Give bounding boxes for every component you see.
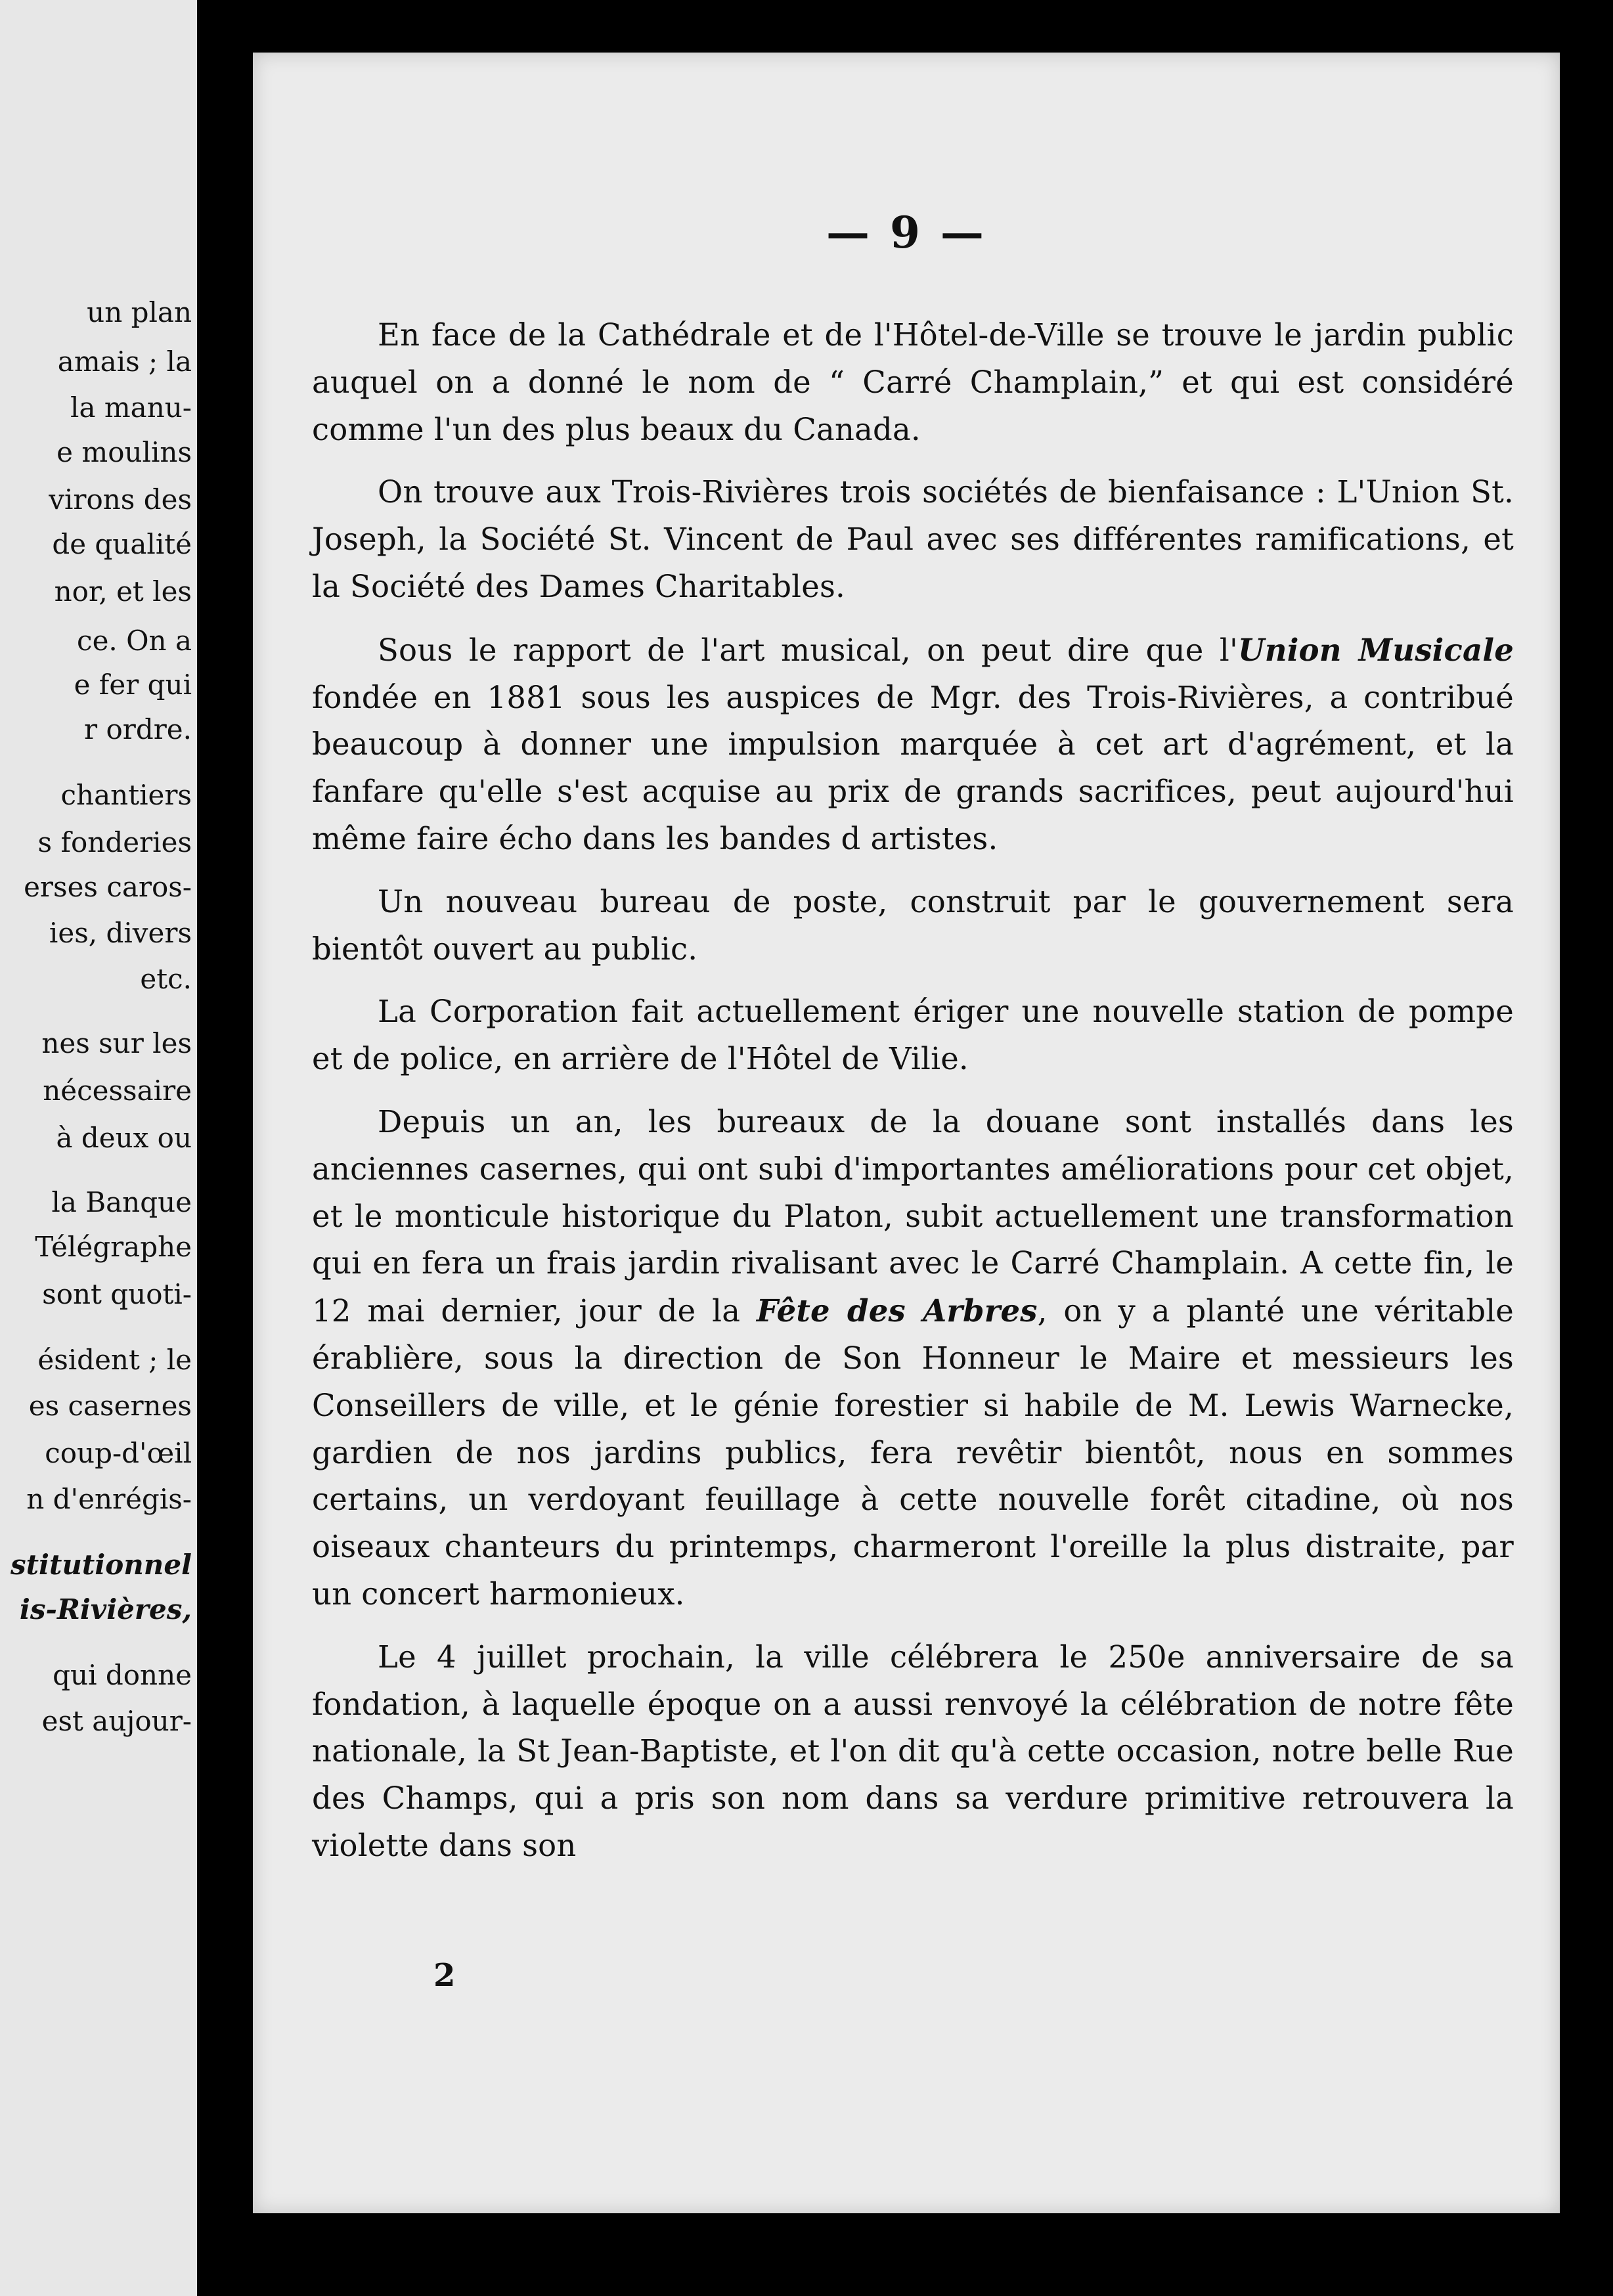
paragraph bbox=[312, 1099, 1514, 1618]
fragment-line: r ordre. bbox=[84, 713, 192, 745]
fragment-line: chantiers bbox=[60, 779, 192, 811]
text-segment: Le 4 juillet prochain, la ville célébrera le 250e anniversaire de sa fondation, à laquelle époque on a aussi renvoyé la célébration de notre fête nationale, la St Jean-Baptiste, et l'on dit qu'à cette occasion, notre belle Rue des Champs, qui a pris son nom dans sa verdure primitive retrouvera la violette dans son bbox=[312, 1639, 1514, 1863]
italic-segment: Fête des Arbres bbox=[756, 1292, 1038, 1329]
fragment-line: nor, et les bbox=[54, 575, 192, 607]
fragment-line: à deux ou bbox=[56, 1122, 192, 1154]
fragment-line: de qualité bbox=[52, 528, 192, 560]
fragment-line: s fonderies bbox=[37, 826, 192, 858]
fragment-line: un plan bbox=[87, 296, 192, 328]
page-number: — 9 — bbox=[826, 207, 986, 258]
fragment-line: ce. On a bbox=[77, 625, 192, 657]
fragment-line: la manu- bbox=[70, 391, 192, 424]
fragment-line: qui donne bbox=[53, 1659, 192, 1691]
signature-mark: 2 bbox=[433, 1957, 456, 1994]
text-segment: Sous le rapport de l'art musical, on peut dire que l' bbox=[378, 632, 1238, 668]
paragraph bbox=[312, 1634, 1514, 1870]
fragment-line: es casernes bbox=[28, 1390, 192, 1422]
paragraph bbox=[312, 988, 1514, 1083]
text-segment: Depuis un an, les bureaux de la douane sont installés dans les anciennes casernes, qui ont subi d'importantes améliorations pour cet objet, et le monticule historique du Platon, subit actuellement une transformation qui en fera un frais jardin rivalisant avec le Carré Champlain. A cette fin, le 12 mai dernier, jour de la bbox=[312, 1103, 1514, 1329]
fragment-line: etc. bbox=[140, 963, 192, 995]
fragment-line: la Banque bbox=[51, 1186, 192, 1218]
paragraph bbox=[312, 879, 1514, 973]
fragment-line: e moulins bbox=[56, 436, 192, 468]
book-page bbox=[253, 53, 1560, 2213]
fragment-line: ies, divers bbox=[49, 917, 192, 949]
body-text bbox=[312, 312, 1514, 1886]
fragment-line: e fer qui bbox=[74, 669, 192, 701]
text-segment: La Corporation fait actuellement ériger une nouvelle station de pompe et de police, en arrière de l'Hôtel de Vilie. bbox=[312, 994, 1514, 1077]
paragraph bbox=[312, 469, 1514, 610]
fragment-line: nécessaire bbox=[43, 1074, 192, 1107]
fragment-line: coup-d'œil bbox=[45, 1437, 192, 1469]
fragment-line: stitutionnel bbox=[10, 1549, 192, 1581]
text-segment: , on y a planté une véritable érablière, sous la direction de Son Honneur le Maire et messieurs les Conseillers de ville, et le génie forestier si habile de M. Lewis Warnecke, gardien de nos jardins publics, fera revêtir bientôt, nous en sommes certains, un verdoyant feuillage à cette nouvelle forêt citadine, où nos oiseaux chanteurs du printemps, charmeront l'oreille la plus distraite, par un concert harmonieux. bbox=[312, 1293, 1514, 1612]
text-segment: fondée en 1881 sous les auspices de Mgr. des Trois-Rivières, a contribué beaucoup à donner une impulsion marquée à cet art d'agrément, et la fanfare qu'elle s'est acquise au prix de grands sacrifices, peut aujourd'hui même faire écho dans les bandes d artistes. bbox=[312, 679, 1514, 856]
text-segment: En face de la Cathédrale et de l'Hôtel-de-Ville se trouve le jardin public auquel on a donné le nom de “ Carré Champlain,” et qui est considéré comme l'un des plus beaux du Canada. bbox=[312, 317, 1514, 447]
facing-page-fragment bbox=[0, 0, 197, 2296]
fragment-line: is-Rivières, bbox=[19, 1593, 192, 1625]
fragment-line: Télégraphe bbox=[35, 1231, 192, 1263]
paragraph bbox=[312, 312, 1514, 453]
fragment-line: amais ; la bbox=[57, 345, 192, 378]
paragraph bbox=[312, 627, 1514, 863]
italic-segment: Union Musicale bbox=[1237, 631, 1514, 668]
fragment-line: sont quoti- bbox=[42, 1278, 192, 1310]
fragment-line: erses caros- bbox=[24, 871, 192, 903]
fragment-line: nes sur les bbox=[41, 1027, 192, 1059]
text-segment: On trouve aux Trois-Rivières trois sociétés de bienfaisance : L'Union St. Joseph, la Société St. Vincent de Paul avec ses différentes ramifications, et la Société des Dames Charitables. bbox=[312, 474, 1514, 604]
fragment-line: n d'enrégis- bbox=[26, 1483, 192, 1515]
fragment-line: est aujour- bbox=[41, 1705, 192, 1737]
fragment-line: virons des bbox=[49, 483, 192, 516]
text-segment: Un nouveau bureau de poste, construit par le gouvernement sera bientôt ouvert au public. bbox=[312, 883, 1514, 967]
fragment-line: ésident ; le bbox=[37, 1344, 192, 1376]
